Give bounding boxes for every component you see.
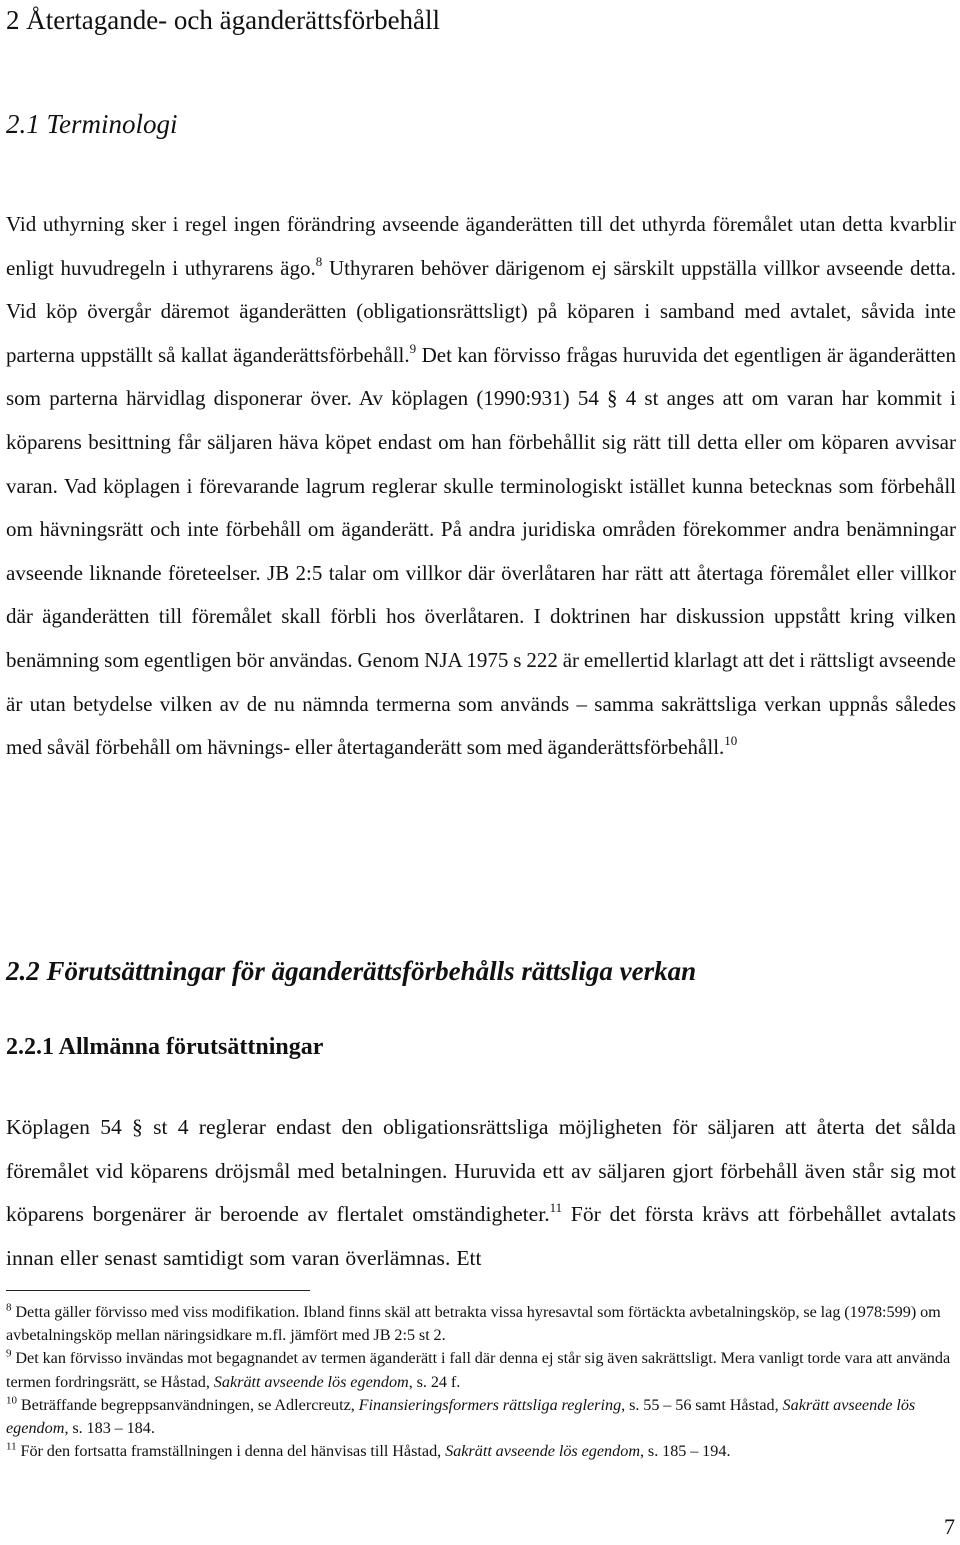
subsection-heading-2-2-1: 2.2.1 Allmänna förutsättningar [6, 1034, 324, 1060]
footnote-citation-title: Finansieringsformers rättsliga reglering [358, 1395, 622, 1414]
footnote-citation-title: Sakrätt avseende lös egendom [445, 1442, 641, 1461]
footnote-text: , s. 55 – 56 samt Håstad, [621, 1395, 783, 1414]
footnote-ref-11[interactable]: 11 [549, 1200, 563, 1216]
footnote-8 [6, 1301, 956, 1347]
footnote-9 [6, 1347, 956, 1393]
footnote-number: 11 [6, 1440, 17, 1453]
footnote-ref-10[interactable]: 10 [724, 733, 738, 749]
footnote-10 [6, 1394, 956, 1440]
section-heading-2-2: 2.2 Förutsättningar för äganderättsförbehålls rättsliga verkan [6, 956, 697, 986]
footnote-separator [6, 1290, 310, 1291]
footnote-citation-title: Sakrätt avseende lös egendom [6, 1395, 916, 1438]
footnote-number: 9 [6, 1347, 12, 1360]
footnote-text: , s. 185 – 194. [640, 1442, 731, 1461]
paragraph-text: Vid uthyrning sker i regel ingen förändring avseende äganderätten till det uthyrda föremålet utan detta kvarblir enligt huvudregeln i uthyrarens ägo. [6, 212, 956, 280]
footnote-ref-8[interactable]: 8 [315, 253, 323, 269]
footnote-11 [6, 1440, 956, 1463]
footnote-text: Detta gäller förvisso med viss modifikation. Ibland finns skäl att betrakta vissa hyresavtal som förtäckta avbetalningsköp, se lag (1978:599) om avbetalningsköp mellan näringsidkare m.fl. jämfört med JB 2:5 st 2. [6, 1303, 941, 1345]
paragraph-text: Köplagen 54 § st 4 reglerar endast den obligationsrättsliga möjligheten för säljaren att återta det sålda föremålet vid köparens dröjsmål med betalningen. Huruvida ett av säljaren gjort förbehåll även står sig mot köparens borgenärer är beroende av flertalet omständigheter. [6, 1115, 956, 1227]
footnotes [6, 1301, 956, 1463]
footnote-text: Det kan förvisso invändas mot begagnandet av termen äganderätt i fall där denna ej står sig även sakrättsligt. Mera vanligt torde vara att använda termen fordringsrätt, se Håstad, [6, 1349, 951, 1391]
paragraph-text: Det kan förvisso frågas huruvida det egentligen är äganderätten som parterna härvidlag disponerar över. Av köplagen (1990:931) 54 § 4 st anges att om varan har kommit i köparens besittning får säljaren häva köpet endast om han förbehållit sig rätt till detta eller om köparen avvisar varan. Vad köplagen i förevarande lagrum reglerar skulle terminologiskt istället kunna betecknas som förbehåll om hävningsrätt och inte förbehåll om äganderätt. På andra juridiska områden förekommer andra benämningar avseende liknande företeelser. JB 2:5 talar om villkor där överlåtaren har rätt att återtaga föremålet eller villkor där äganderätten till föremålet skall förbli hos överlåtaren. I doktrinen har diskussion uppstått kring vilken benämning som egentligen bör användas. Genom NJA 1975 s 222 är emellertid klarlagt att det i rättsligt avseende är utan betydelse vilken av de nu nämnda termerna som används – samma sakrättsliga verkan uppnås således med såväl förbehåll om hävnings- eller återtaganderätt som med äganderättsförbehåll. [6, 342, 956, 760]
paragraph-text: För det första krävs att förbehållet avtalats innan eller senast samtidigt som varan överlämnas. Ett [6, 1202, 956, 1270]
paragraph-general-conditions [6, 1106, 956, 1280]
footnote-ref-9[interactable]: 9 [409, 340, 417, 356]
paragraph-terminology [6, 203, 956, 770]
page-number: 7 [944, 1514, 955, 1539]
section-heading-2-1: 2.1 Terminologi [6, 109, 178, 139]
footnote-text: Beträffande begreppsanvändningen, se Adlercreutz, [17, 1395, 359, 1414]
chapter-heading: 2 Återtagande- och äganderättsförbehåll [6, 5, 441, 35]
footnote-number: 10 [6, 1394, 17, 1407]
footnote-citation-title: Sakrätt avseende lös egendom [213, 1372, 409, 1391]
footnote-text: , s. 183 – 184. [64, 1419, 155, 1438]
paragraph-text: Uthyraren behöver därigenom ej särskilt uppställa villkor avseende detta. Vid köp övergår däremot äganderätten (obligationsrättsligt) på köparen i samband med avtalet, såvida inte parterna uppställt så kallat äganderättsförbehåll. [6, 255, 956, 367]
footnote-text: , s. 24 f. [408, 1372, 461, 1391]
footnote-text: För den fortsatta framställningen i denna del hänvisas till Håstad, [16, 1442, 446, 1461]
footnote-number: 8 [6, 1301, 12, 1314]
